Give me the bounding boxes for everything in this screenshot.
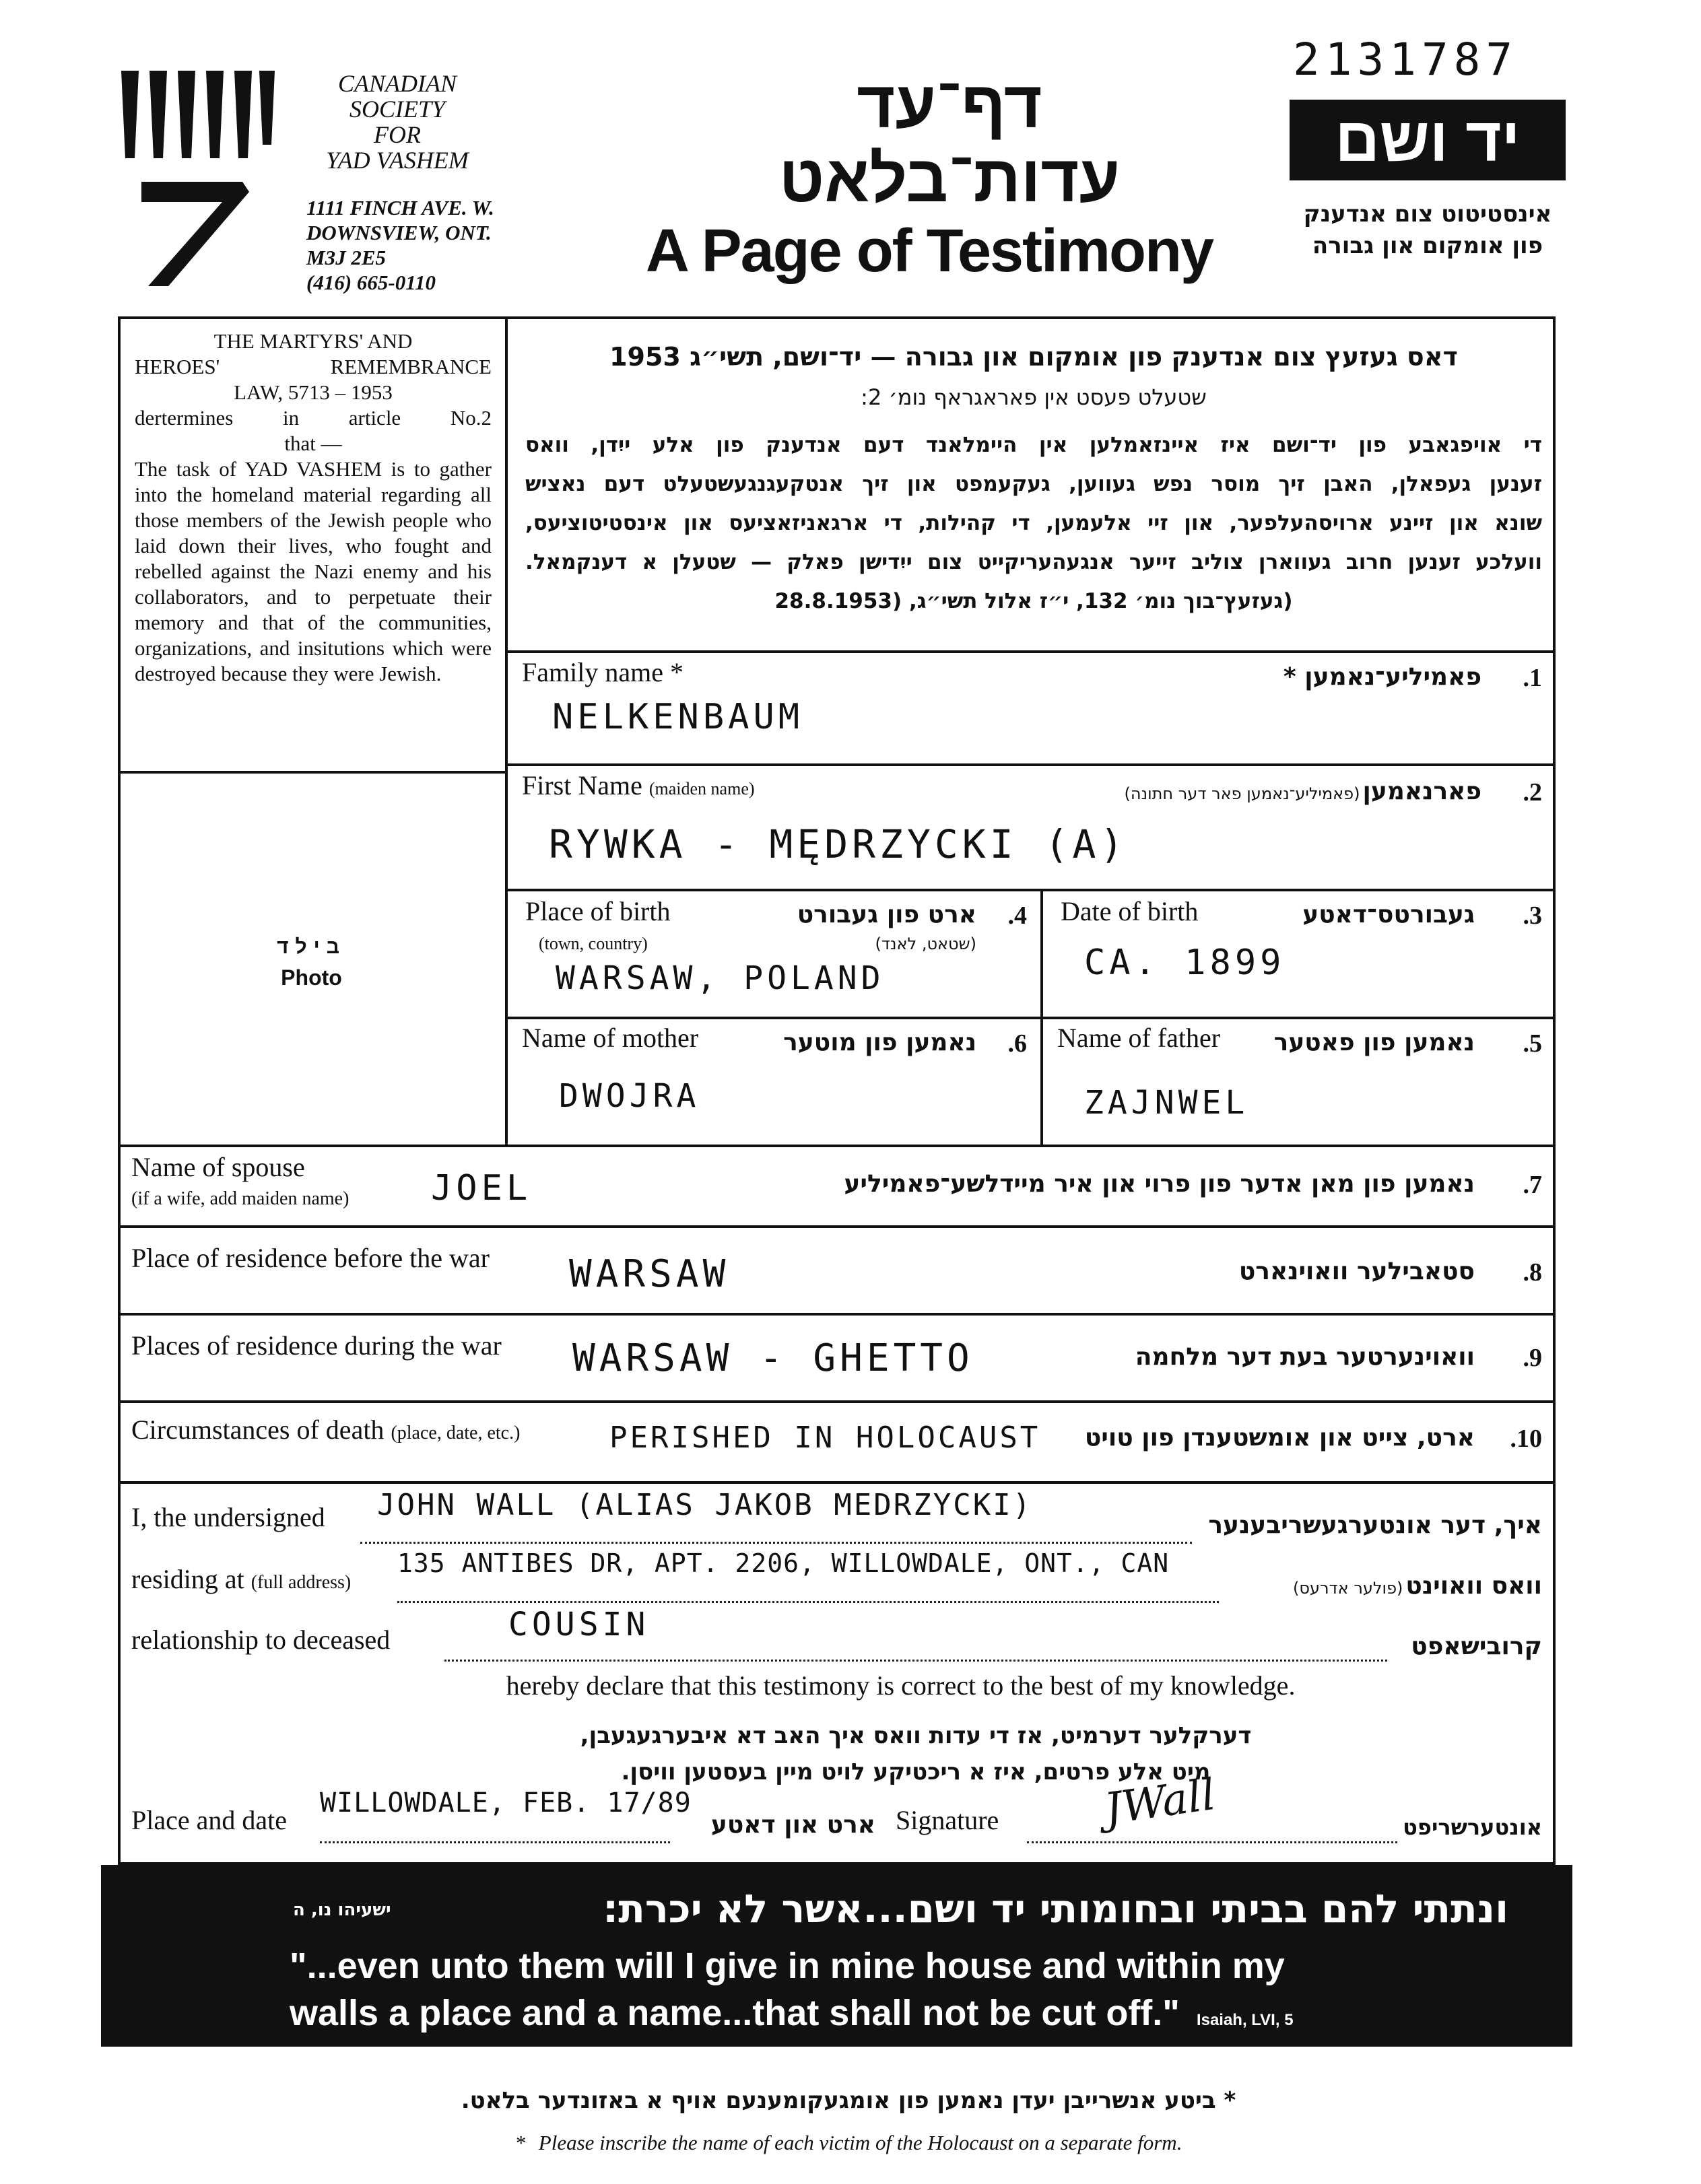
place-date-value[interactable]: WILLOWDALE, FEB. 17/89 bbox=[320, 1787, 692, 1818]
menorah-logo-icon bbox=[114, 64, 276, 293]
first-name-number: .2 bbox=[1523, 778, 1542, 807]
address-line: DOWNSVIEW, ONT. bbox=[306, 221, 492, 244]
signature-label-yiddish: אונטערשריפט bbox=[1403, 1814, 1542, 1840]
name-of-mother-label-yiddish: נאמען פון מוטער bbox=[783, 1029, 976, 1056]
law-box-divider bbox=[118, 771, 505, 774]
first-name-label-text: First Name bbox=[522, 770, 642, 800]
row-divider bbox=[505, 889, 1556, 891]
footnote-yiddish bbox=[337, 2087, 1360, 2114]
left-column-divider bbox=[505, 316, 508, 1145]
name-of-mother-value[interactable]: DWOJRA bbox=[559, 1077, 700, 1115]
place-of-birth-value[interactable]: WARSAW, POLAND bbox=[556, 959, 885, 997]
place-date-label-yiddish: ארט און דאטע bbox=[710, 1811, 875, 1839]
row-divider bbox=[505, 650, 1556, 653]
law-yiddish-line: (געזעץ־בוך נומ׳ 132, י״ז אלול תשי״ג, (28.8.1953 bbox=[774, 589, 1293, 613]
place-of-birth-label-he-small: (שטאט, לאנד) bbox=[875, 934, 976, 953]
residence-before-value[interactable]: WARSAW bbox=[569, 1252, 730, 1296]
name-of-mother-number: .6 bbox=[1007, 1029, 1027, 1058]
yad-vashem-logo-text: יד ושם bbox=[1335, 106, 1521, 174]
first-name-label bbox=[522, 770, 755, 801]
photo-label-yiddish: בילד bbox=[277, 936, 346, 958]
residing-label bbox=[131, 1563, 351, 1595]
banner-english-reference: Isaiah, LVI, 5 bbox=[1196, 2011, 1294, 2029]
footnote-english bbox=[337, 2131, 1360, 2155]
hereby-declaration-yiddish-2: מיט אלע פרטים, איז א ריכטיקע לויט מיין בעסטען וויסן. bbox=[621, 1759, 1211, 1785]
law-line: LAW, 5713 – 1953 bbox=[234, 380, 393, 404]
law-yiddish-line: וועלכע זענען חרוב געווארן צוליב זייער אנגעהעריקייט צום ייִדישן פאלק — שטעלן א דענקמאל. bbox=[525, 550, 1542, 574]
address-line: 1111 FINCH AVE. W. bbox=[306, 196, 494, 219]
undersigned-label-yiddish: איך, דער אונטערגעשריבענער bbox=[1208, 1511, 1542, 1539]
spouse-label: Name of spouse bbox=[131, 1152, 305, 1182]
law-line: dertermines in article No.2 bbox=[135, 406, 492, 430]
banner-english-quote-1: "...even unto them will I give in mine house and within my bbox=[290, 1946, 1285, 1986]
residing-label-text: residing at bbox=[131, 1564, 244, 1594]
relationship-line bbox=[444, 1660, 1387, 1662]
family-name-number: .1 bbox=[1523, 664, 1542, 692]
photo-label: Photo bbox=[281, 965, 342, 990]
date-of-birth-label: Date of birth bbox=[1061, 896, 1199, 926]
society-name-line: CANADIAN bbox=[338, 70, 457, 97]
place-of-birth-number: .4 bbox=[1007, 901, 1027, 930]
death-value[interactable]: PERISHED IN HOLOCAUST bbox=[609, 1421, 1041, 1455]
undersigned-label: I, the undersigned bbox=[131, 1502, 325, 1532]
residing-label-yiddish bbox=[1226, 1572, 1542, 1600]
page-title: A Page of Testimony bbox=[645, 217, 1213, 285]
logo-subtitle-1: אינסטיטוט צום אנדענק bbox=[1303, 201, 1552, 228]
row-divider bbox=[505, 763, 1556, 766]
family-name-label-yiddish: פאמיליע־נאמען * bbox=[1283, 663, 1481, 691]
law-text-yiddish bbox=[525, 337, 1542, 621]
residence-during-label: Places of residence during the war bbox=[131, 1330, 502, 1361]
row-divider bbox=[118, 1481, 1556, 1484]
name-of-father-label: Name of father bbox=[1057, 1023, 1221, 1053]
law-yiddish-subheading: שטעלט פעסט אין פאראגראף נומ׳ 2: bbox=[861, 384, 1207, 410]
family-name-value[interactable]: NELKENBAUM bbox=[552, 697, 804, 737]
society-name-line: FOR bbox=[374, 121, 421, 148]
death-label-small: (place, date, etc.) bbox=[391, 1423, 521, 1443]
photo-placeholder bbox=[121, 936, 502, 990]
residence-during-label-yiddish: וואוינערטער בעת דער מלחמה bbox=[1135, 1343, 1475, 1371]
law-body: The task of YAD VASHEM is to gather into the homeland material regarding all those members of the Jewish people who laid down their lives, who fought and rebelled against the Nazi enemy and his collaborators, and to perpetuate their memory and that of the communities, organizations, and insitutions which were destroyed because they were Jewish. bbox=[135, 457, 492, 685]
logo-subtitle-2: פון אומקום און גבורה bbox=[1312, 232, 1543, 259]
law-yiddish-line: די אויפגאבע פון יד־ושם איז איינזאמלען אין היימלאנד דעם אנדענק פון אלע ייִדן, וואס bbox=[525, 433, 1542, 457]
undersigned-line bbox=[360, 1542, 1192, 1544]
row-divider bbox=[118, 1313, 1556, 1316]
row-divider bbox=[118, 1225, 1556, 1228]
date-of-birth-value[interactable]: CA. 1899 bbox=[1084, 943, 1286, 983]
law-text-english bbox=[135, 329, 492, 687]
society-name-line: YAD VASHEM bbox=[326, 147, 469, 174]
date-of-birth-number: .3 bbox=[1523, 901, 1542, 930]
relationship-label-yiddish: קרובישאפט bbox=[1411, 1633, 1542, 1660]
column-divider bbox=[1040, 889, 1043, 1145]
residing-value[interactable]: 135 ANTIBES DR, APT. 2206, WILLOWDALE, ONT., CAN bbox=[397, 1548, 1170, 1578]
title-yiddish-2: עדות־בלאט bbox=[778, 141, 1121, 215]
spouse-number: .7 bbox=[1523, 1171, 1542, 1199]
residence-before-number: .8 bbox=[1523, 1258, 1542, 1287]
law-line: HEROES' REMEMBRANCE bbox=[135, 355, 492, 378]
family-name-label: Family name * bbox=[522, 657, 683, 687]
society-name bbox=[296, 71, 498, 173]
row-divider bbox=[505, 1017, 1556, 1019]
law-line: that — bbox=[284, 432, 342, 455]
place-of-birth-label-small: (town, country) bbox=[539, 934, 648, 953]
footnote-english-text: Please inscribe the name of each victim of the Holocaust on a separate form. bbox=[538, 2131, 1182, 2154]
law-yiddish-heading: דאס געזעץ צום אנדענק פון אומקום און גבורה — יד־ושם, תשי״ג 1953 bbox=[609, 342, 1458, 372]
date-of-birth-label-yiddish: געבורטס־דאטע bbox=[1302, 901, 1475, 928]
signature-value[interactable]: JWall bbox=[1101, 1769, 1219, 1835]
death-number: .10 bbox=[1510, 1425, 1542, 1453]
death-label bbox=[131, 1414, 520, 1445]
law-yiddish-line: זענען געפאלן, האבן זיך מוסר נפש געווען, געקעמפט און זיך אנטקעגנגעשטעלט דעם נאציש bbox=[525, 472, 1542, 496]
residing-label-he-small: (פולער אדרעס) bbox=[1293, 1579, 1403, 1598]
relationship-value[interactable]: COUSIN bbox=[508, 1606, 650, 1643]
first-name-label-yiddish bbox=[929, 778, 1481, 805]
document-number: 2131787 bbox=[1293, 34, 1519, 86]
law-line: THE MARTYRS' AND bbox=[213, 329, 413, 353]
place-of-birth-label: Place of birth bbox=[525, 896, 671, 926]
society-name-line: SOCIETY bbox=[349, 96, 446, 123]
place-date-line bbox=[320, 1841, 670, 1843]
law-yiddish-line: שונא און זיינע ארויסהעלפער, און זיי אלעמען, די קהילות, די ארגאניזאציעס און אינסטיטוציעס, bbox=[525, 511, 1542, 535]
place-of-birth-label-yiddish: ארט פון געבורט bbox=[797, 901, 976, 928]
row-divider bbox=[118, 1145, 1556, 1147]
hereby-declaration-yiddish-1: דערקלער דערמיט, אז די עדות וואס איך האב דא איבערגעגעבן, bbox=[580, 1722, 1252, 1749]
first-name-label-he: פארנאמען bbox=[1362, 778, 1481, 805]
residence-during-value[interactable]: WARSAW - GHETTO bbox=[572, 1336, 974, 1380]
residence-before-label-yiddish: סטאבילער וואוינארט bbox=[1238, 1258, 1475, 1285]
footnote-star: * bbox=[514, 2131, 526, 2154]
banner-hebrew-quote: ונתתי להם בביתי ובחומותי יד ושם...אשר לא יכרת: bbox=[603, 1886, 1508, 1932]
place-date-label: Place and date bbox=[131, 1805, 287, 1835]
first-name-label-small: (maiden name) bbox=[648, 779, 755, 798]
footnote-yiddish-text: ביטע אנשרייבן יעדן נאמען פון אומגעקומענעם אויף א באזונדער בלאט. bbox=[461, 2087, 1216, 2114]
signature-line bbox=[1027, 1841, 1397, 1843]
residing-label-he: וואס וואוינט bbox=[1405, 1572, 1542, 1600]
spouse-label-yiddish: נאמען פון מאן אדער פון פרוי און איר מיידלשע־פאמיליע bbox=[844, 1170, 1475, 1198]
address-line: (416) 665-0110 bbox=[306, 271, 436, 294]
title-yiddish-1: דף־עד bbox=[857, 67, 1042, 141]
name-of-father-value[interactable]: ZAJNWEL bbox=[1084, 1084, 1249, 1122]
hereby-declaration: hereby declare that this testimony is correct to the best of my knowledge. bbox=[506, 1670, 1296, 1701]
first-name-value[interactable]: RYWKA - MĘDRZYCKI (A) bbox=[549, 821, 1128, 867]
death-label-text: Circumstances of death bbox=[131, 1414, 385, 1445]
spouse-label-small: (if a wife, add maiden name) bbox=[131, 1188, 349, 1209]
signature-label: Signature bbox=[896, 1805, 999, 1835]
yad-vashem-logo bbox=[1290, 100, 1566, 180]
residence-before-label: Place of residence before the war bbox=[131, 1243, 490, 1273]
first-name-label-he-small: (פאמיליע־נאמען פאר דער חתונה) bbox=[1124, 784, 1360, 803]
quote-banner bbox=[101, 1865, 1572, 2047]
banner-english-quote-2-text: walls a place and a name...that shall not be cut off." bbox=[290, 1993, 1180, 2033]
residence-during-number: .9 bbox=[1523, 1344, 1542, 1372]
relationship-label: relationship to deceased bbox=[131, 1625, 391, 1655]
address-line: M3J 2E5 bbox=[306, 246, 386, 269]
row-divider bbox=[118, 1400, 1556, 1403]
spouse-value[interactable]: JOEL bbox=[431, 1168, 532, 1208]
name-of-father-number: .5 bbox=[1523, 1029, 1542, 1058]
undersigned-value[interactable]: JOHN WALL (ALIAS JAKOB MEDRZYCKI) bbox=[377, 1488, 1033, 1522]
death-label-yiddish: ארט, צייט און אומשטענדן פון טויט bbox=[1084, 1424, 1475, 1452]
residing-line bbox=[397, 1601, 1219, 1603]
name-of-father-label-yiddish: נאמען פון פאטער bbox=[1273, 1029, 1475, 1056]
banner-hebrew-reference: ישעיהו נו, ה bbox=[293, 1900, 391, 1920]
society-address bbox=[306, 195, 494, 295]
residing-label-small: (full address) bbox=[251, 1572, 352, 1593]
footnote-star: * bbox=[1224, 2087, 1236, 2114]
banner-english-quote-2 bbox=[290, 1989, 1294, 2044]
name-of-mother-label: Name of mother bbox=[522, 1023, 699, 1053]
